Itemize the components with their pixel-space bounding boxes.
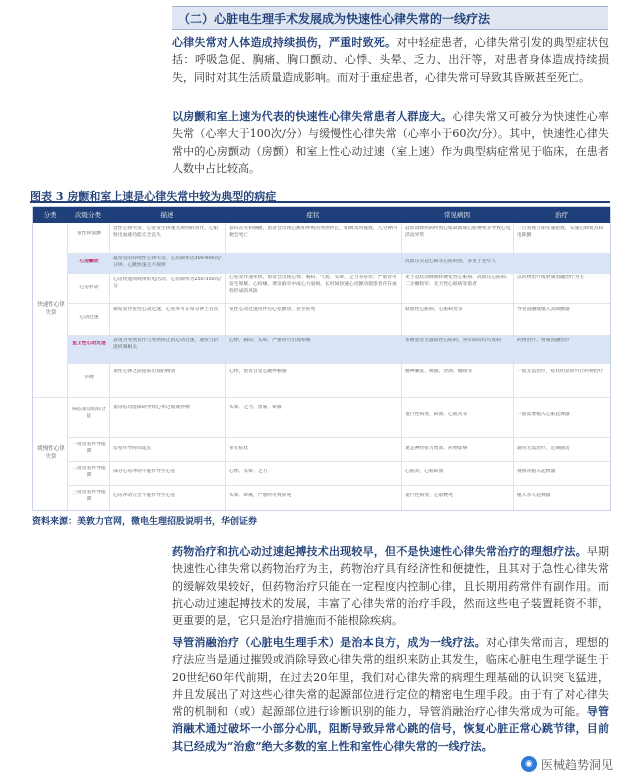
row-sub: 早搏 — [84, 375, 94, 380]
row-cause: 缺血性心脏病，心肌病变等 — [405, 307, 463, 312]
paragraph-lead: 导管消融治疗（心脏电生理手术）是治本良方，成为一线疗法。 — [172, 636, 486, 649]
paragraph-body: 心律失常又可被分为快速性心率失常（心率大于100次/分）与缓慢性心律失常（心率小于60次/分）。其中，快速性心律失常中的心房颤动（房颤）和室上性心动过速（室上速）作为典型病症常见于临床，在患者人数中占比较高。 — [172, 110, 610, 175]
grid-line — [67, 303, 610, 304]
row-cause: 高血压及冠心病等心脏病变，多见于老年人 — [405, 259, 497, 264]
row-sym: 室性心动过速常伴有心室颤动，甚至猝死 — [229, 307, 316, 312]
watermark-text: 医械趋势洞见 — [540, 757, 613, 772]
row-desc: 频发发作室性心动过速，心室率可在每分钟上百次 — [113, 307, 219, 312]
paragraph-ablation — [172, 634, 609, 755]
grid-line — [67, 223, 68, 510]
paragraph-lead: 心律失常对人体造成持续损伤，严重时致死。 — [172, 36, 397, 49]
row-desc: 急性心律失常，心室发生快速无规则的动作，心脏射出血液功能完全丧失 — [113, 226, 219, 238]
row-treat: 药物治疗，射频消融治疗 — [517, 338, 570, 343]
row-desc: 表现为突然发作与突然终止的心动过速，通常与折返机制相关 — [113, 338, 219, 350]
figure-title: 图表 3 房颤和室上速是心律失常中较为典型的病症 — [30, 190, 277, 203]
grid-line — [67, 253, 610, 254]
paragraph-lead: 以房颤和室上速为代表的快速性心律失常患者人群庞大。 — [172, 110, 453, 123]
row-cause: 多数患者无器质性心脏病，各年龄段均可发病 — [405, 338, 501, 343]
row-treat: 一般无需治疗，症状明显时可行药物治疗 — [517, 369, 604, 374]
row-treat: 以药物治疗或射频消融治疗为主 — [517, 275, 585, 280]
row-sym: 心悸，患者自觉心跳停顿感 — [229, 369, 287, 374]
row-cause: 退行性病变、心肌梗死 — [405, 493, 453, 498]
grid-line — [67, 363, 610, 364]
col-header: 描述 — [160, 211, 174, 219]
row-sym: 心室发作速率快，患者会出现心悸、胸闷、气短、头晕、乏力等症状；严重者可发生晕厥、心绞痛、诱发脑卒中或心力衰竭，长时间快速心房颤动使患者存在血栓形成的风险 — [229, 275, 397, 294]
table-header — [33, 207, 610, 223]
paragraph-af-svt — [172, 108, 609, 177]
arrhythmia-table — [32, 206, 611, 511]
figure-title-bar — [30, 185, 610, 203]
row-sub: 三度房室传导阻滞 — [72, 490, 106, 502]
grid-line — [401, 223, 402, 510]
grid-line — [67, 335, 610, 336]
row-sub: 心房扑动 — [79, 285, 99, 290]
grid-line — [109, 223, 110, 510]
row-cause: 见于冠状动脉粥样硬化性心脏病、高血压心脏病、二尖瓣狭窄、先天性心脏病等患者 — [405, 275, 511, 287]
row-treat: 通常无需治疗，定期随访 — [517, 446, 570, 451]
row-desc: 部分心房冲动不能传导至心室 — [113, 469, 176, 474]
table-source: 资料来源：美敦力官网，微电生理招股说明书，华创证券 — [32, 517, 258, 527]
row-desc: 窦房结功能障碍导致心率过缓或停搏 — [113, 405, 190, 410]
paragraph-body: 对中轻症患者，心律失常引发的典型症状包括：呼吸急促、胸痛、胸口颤动、心悸、头晕、乏力、出汗等，对患者身体造成持续损失，同时对其生活质量造成影响。而对于重症患者，心律失常可导致其昏厥甚至死亡。 — [172, 36, 610, 84]
grid-line — [67, 485, 610, 486]
row-treat: 视情况植入起搏器 — [517, 469, 556, 474]
paragraph-body: 早期快速性心律失常以药物治疗为主，药物治疗具有经济性和便捷性，且其对于急性心律失常的缓解效果较好，但药物治疗只能在一定程度内控制心律，且长期用药常伴有副作用。而抗心动过速起搏技术的发展，丰富了心律失常的治疗手段，然而这些电子装置耗资不菲，更重要的是，它只是治疗措施而不能根除疾病。 — [172, 545, 610, 628]
col-header: 次级分类 — [75, 211, 101, 219]
row-desc: 最常见的持续性心律失常，心房频率达300-600次/分钟，心跳快速且不规律 — [113, 256, 222, 268]
row-treat: 一般需要植入心脏起搏器 — [517, 412, 570, 417]
grid-line — [67, 437, 610, 438]
row-sym: 头晕、乏力、黑蒙、晕厥 — [229, 405, 282, 410]
row-sym: 心悸、胸闷、头晕，严重时可出现晕厥 — [229, 338, 311, 343]
row-sub: 病态窦房结综合征 — [72, 407, 106, 419]
row-sub: 心动过速 — [79, 315, 99, 320]
watermark — [521, 754, 613, 774]
paragraph-lead: 药物治疗和抗心动过速起搏技术出现较早，但不是快速性心律失常治疗的理想疗法。 — [172, 545, 587, 558]
row-desc: 心房冲动完全不能传导至心室 — [113, 493, 176, 498]
grid-line — [33, 397, 610, 398]
row-sub: 二度房室传导阻滞 — [72, 466, 106, 478]
row-sym: 意识丧失和抽搐，患者会出现心跳和呼吸的突然停止，如被及时施救，几分钟内便会死亡 — [229, 226, 397, 238]
row-sub: 心房颤动 — [79, 259, 99, 264]
grid-line — [225, 223, 226, 510]
grid-line — [513, 223, 514, 510]
row-treat: 植入永久起搏器 — [517, 493, 551, 498]
row-desc: 房室传导时间延长 — [113, 446, 152, 451]
paragraph-body: 对心律失常而言，理想的疗法应当是通过摧毁或消除导致心律失常的组织来防止其发生，临床心脏电生理学诞生于20世纪60年代前期，在过去20年里，我们对心律失常的病理生理基础的认识突飞猛进，并且发展出了对这些心律失常的起源部位进行定位的精密电生理手段。由于有了对心律失常的机制和（或）起源部位进行诊断识别的能力，导管消融治疗心律失常成为可能。 — [172, 636, 610, 719]
paragraph-conclusion: 导管消融术通过破坏一小部分心肌，阻断导致异常心跳的信号，恢复心脏正常心跳节律，目前其已经成为“治愈”绝大多数的室上性和室性心律失常的一线疗法。 — [172, 705, 610, 753]
col-header: 治疗 — [555, 211, 568, 219]
row-sub: 室性和窦颤 — [77, 231, 101, 236]
group-label-tachy: 快速性心律失常 — [37, 302, 65, 316]
row-sub: 室上性心动过速 — [72, 341, 106, 346]
section-heading: （二）心脏电生理手术发展成为快速性心律失常的一线疗法 — [178, 12, 491, 26]
grid-line — [67, 461, 610, 462]
wechat-icon: ◉ — [521, 756, 537, 772]
row-cause: 心肌炎、心肌缺血 — [405, 469, 444, 474]
col-header: 分类 — [43, 211, 57, 219]
paragraph-arrhythmia-harm — [172, 34, 609, 86]
row-treat: 一旦发现立即实施抢救，实施心肺复苏和电除颤 — [517, 226, 604, 238]
row-cause: 冠状动脉疾病所致心肌缺血或心肌梗死等导致心电活动异常 — [405, 226, 511, 238]
row-cause: 迷走神经张力增高、药物影响 — [405, 446, 468, 451]
row-treat: 导管消融或植入式除颤器 — [517, 307, 570, 312]
row-cause: 精神紧张、吸烟、饮酒、咖啡等 — [405, 369, 473, 374]
group-label-brady: 缓慢性心律失常 — [37, 446, 65, 460]
paragraph-drug-therapy — [172, 543, 609, 629]
row-sym: 头晕、晕厥，严重时可致猝死 — [229, 493, 292, 498]
section-heading-bar — [172, 6, 608, 30]
grid-line — [67, 273, 610, 274]
row-sym: 多无症状 — [229, 446, 249, 451]
col-header: 常见病因 — [444, 211, 470, 219]
row-desc: 窦性心律之前提前出现的搏动 — [113, 369, 176, 374]
row-desc: 心房快速而规律的电活动，心房频率为250-350次/分 — [113, 277, 222, 289]
col-header: 症状 — [306, 211, 320, 219]
row-sym: 心悸、头晕、乏力 — [229, 469, 268, 474]
row-sub: 一度房室传导阻滞 — [72, 442, 106, 454]
row-cause: 退行性病变、缺血、心肌炎等 — [405, 412, 468, 417]
